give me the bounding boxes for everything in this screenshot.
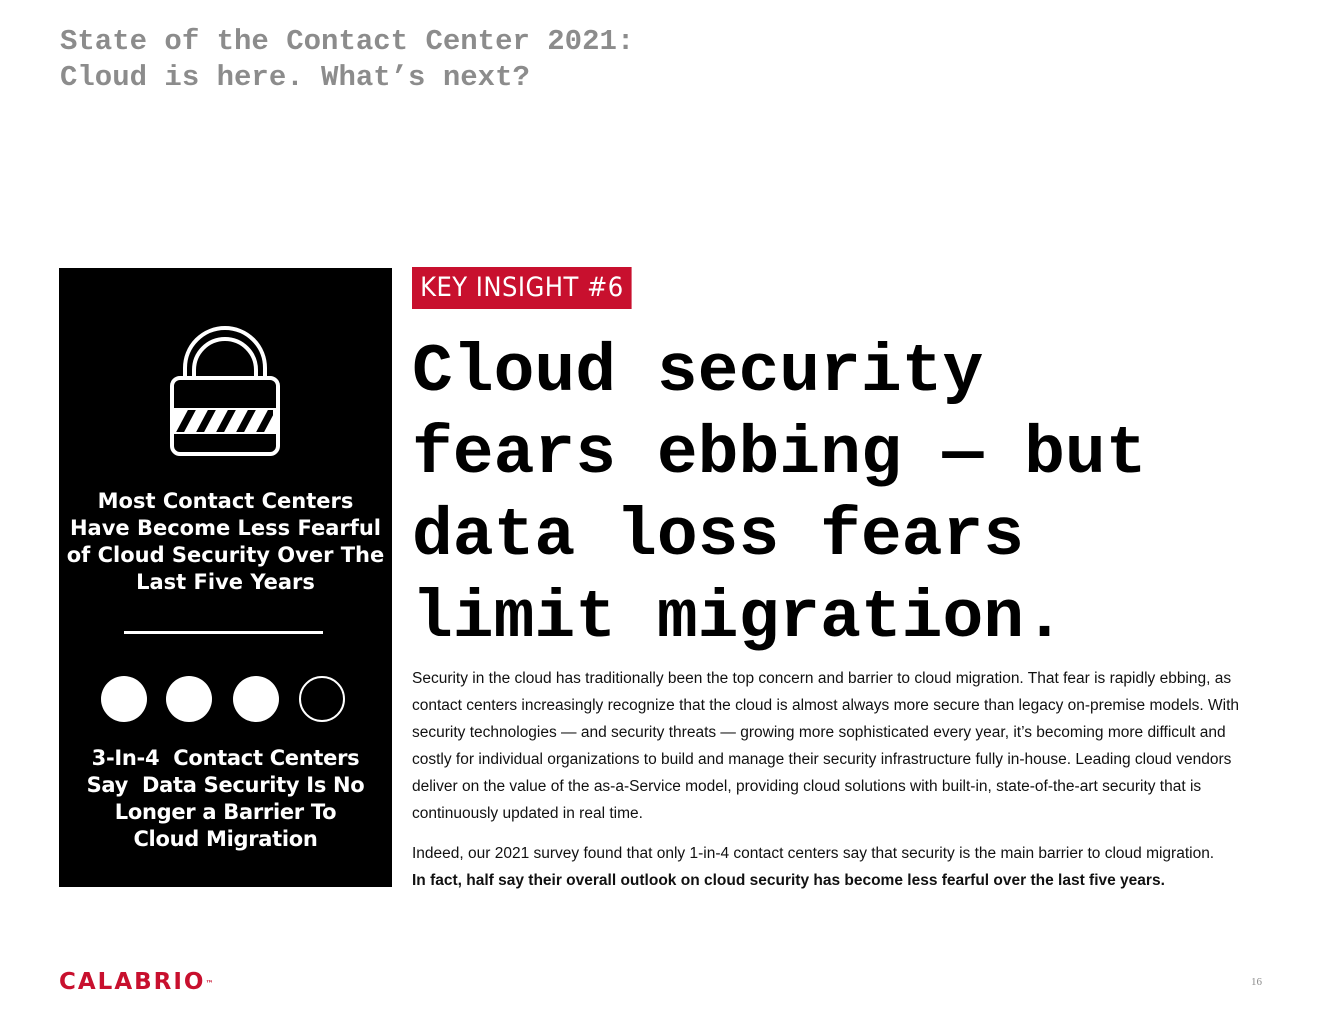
stat-line: Say Data Security Is No bbox=[86, 773, 365, 797]
logo-text: CALABRIO bbox=[59, 969, 206, 995]
headline-line: data loss fears bbox=[412, 498, 1025, 575]
paragraph-line: Indeed, our 2021 survey found that only 1-in-4 contact centers say that security is the main barrier to cloud migration. bbox=[412, 845, 1215, 862]
filled-dot bbox=[233, 676, 279, 722]
stat-line: Most Contact Centers bbox=[97, 489, 354, 513]
document-title-line: State of the Contact Center 2021: bbox=[60, 25, 635, 58]
paragraph-line: security technologies — and security threats — growing more sophisticated every year, it’s becoming more difficult and bbox=[412, 724, 1226, 741]
paragraph-line: Security in the cloud has traditionally been the top concern and barrier to cloud migration. That fear is rapidly ebbing, as bbox=[412, 670, 1232, 687]
stat-line: Last Five Years bbox=[136, 570, 315, 594]
lock-icon bbox=[166, 326, 284, 458]
paragraph-emphasis: In fact, half say their overall outlook on cloud security has become less fearful over the last five years. bbox=[412, 872, 1165, 889]
stat-line: of Cloud Security Over The bbox=[66, 543, 385, 567]
headline-line: limit migration. bbox=[412, 580, 1065, 657]
document-title bbox=[60, 24, 634, 96]
stat-line: Have Become Less Fearful bbox=[69, 516, 382, 540]
key-insight-badge: KEY INSIGHT #6 bbox=[412, 267, 632, 309]
body-paragraph bbox=[412, 840, 1292, 894]
paragraph-line: deliver on the value of the as-a-Service model, providing cloud solutions with built-in, state-of-the-art security that is bbox=[412, 778, 1202, 795]
empty-dot bbox=[299, 676, 345, 722]
headline-line: Cloud security bbox=[412, 334, 984, 411]
stat-line: Cloud Migration bbox=[133, 827, 318, 851]
page-number: 16 bbox=[1251, 976, 1262, 988]
filled-dot bbox=[101, 676, 147, 722]
paragraph-line: contact centers increasingly recognize that the cloud is almost always more secure than legacy on-premise models. With bbox=[412, 697, 1240, 714]
calabrio-logo bbox=[59, 968, 214, 996]
trademark-mark: ™ bbox=[205, 979, 214, 988]
document-title-line: Cloud is here. What’s next? bbox=[60, 61, 530, 94]
paragraph-line: costly for individual organizations to build and manage their security infrastructure fully in-house. Leading cloud vendors bbox=[412, 751, 1232, 768]
stat-line: 3-In-4 Contact Centers bbox=[91, 746, 360, 770]
stat-less-fearful bbox=[59, 488, 392, 596]
body-paragraph bbox=[412, 665, 1292, 827]
filled-dot bbox=[166, 676, 212, 722]
paragraph-line: continuously updated in real time. bbox=[412, 805, 643, 822]
stat-line: Longer a Barrier To bbox=[114, 800, 337, 824]
stat-three-in-four bbox=[59, 745, 392, 853]
headline-line: fears ebbing — but bbox=[412, 416, 1147, 493]
insight-headline bbox=[412, 332, 1147, 660]
sidebar-divider bbox=[124, 631, 323, 634]
